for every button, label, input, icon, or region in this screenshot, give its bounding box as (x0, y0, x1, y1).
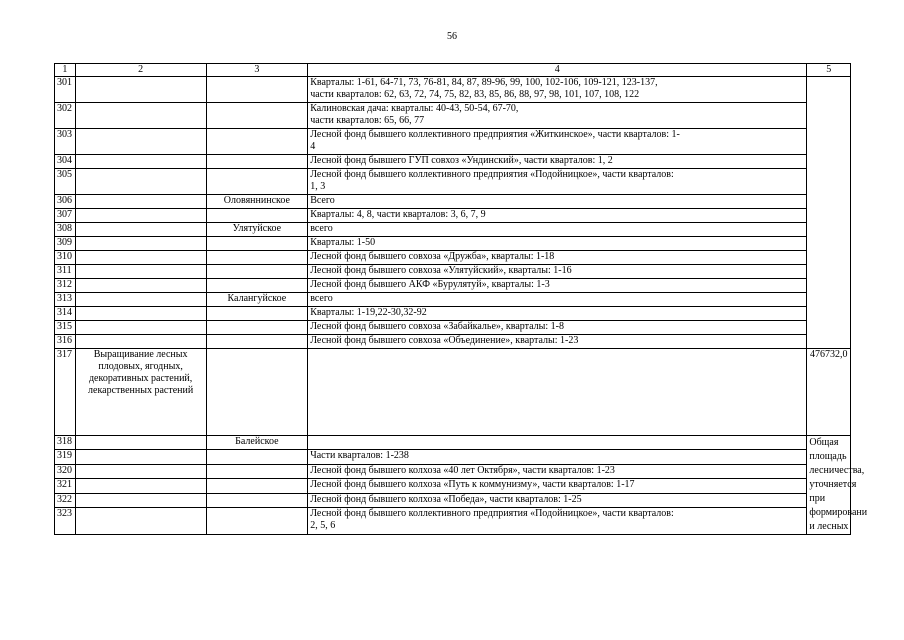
row-number: 316 (55, 335, 76, 349)
area-value: 476732,0 (807, 349, 851, 436)
forestry-unit-cell (206, 251, 308, 265)
header-cell: 5 (807, 64, 851, 77)
header-cell: 2 (75, 64, 206, 77)
row-number: 306 (55, 195, 76, 209)
description-line: Лесной фонд бывшего коллективного предприятия «Подойницкое», части кварталов: (310, 508, 674, 520)
table-row (55, 237, 851, 251)
quarters-description-cell (308, 464, 807, 478)
purpose-cell (75, 279, 206, 293)
row-number: 303 (55, 129, 76, 155)
table-row (55, 279, 851, 293)
header-cell: 3 (206, 64, 308, 77)
purpose-cell (75, 493, 206, 507)
purpose-cell (75, 479, 206, 493)
quarters-description-cell (308, 155, 807, 169)
purpose-cell (75, 129, 206, 155)
table-row (55, 77, 851, 103)
description-line: Кварталы: 1-50 (310, 237, 376, 248)
description-line: 1, 3 (310, 181, 326, 192)
row-number: 302 (55, 103, 76, 129)
purpose-cell (75, 155, 206, 169)
description-line: Всего (310, 195, 335, 206)
forestry-unit-cell (206, 508, 308, 535)
forestry-unit-cell: Балейское (206, 436, 308, 450)
forestry-unit-cell (206, 450, 308, 464)
description-line: Лесной фонд бывшего совхоза «Забайкалье», кварталы: 1-8 (310, 321, 564, 332)
description-line: части кварталов: 62, 63, 72, 74, 75, 82, 83, 85, 86, 88, 97, 98, 101, 107, 108, 122 (310, 89, 640, 100)
table-row (55, 293, 851, 307)
purpose-cell (75, 335, 206, 349)
purpose-cell (75, 251, 206, 265)
quarters-description-cell (308, 436, 807, 450)
table-row (55, 349, 851, 436)
forest-table (54, 63, 868, 535)
row-number: 312 (55, 279, 76, 293)
purpose-cell (75, 321, 206, 335)
description-line: Кварталы: 1-61, 64-71, 73, 76-81, 84, 87, 89-96, 99, 100, 102-106, 109-121, 123-137, (310, 77, 658, 88)
area-note-line: уточняется (809, 479, 857, 490)
quarters-description-cell (308, 293, 807, 307)
table-row (55, 479, 851, 493)
purpose-cell (75, 508, 206, 535)
quarters-description-cell (308, 321, 807, 335)
quarters-description-cell (308, 279, 807, 293)
description-line: Кварталы: 4, 8, части кварталов: 3, 6, 7, 9 (310, 209, 486, 220)
quarters-description-cell (308, 103, 807, 129)
table-row (55, 265, 851, 279)
purpose-cell (75, 209, 206, 223)
description-line: части кварталов: 65, 66, 77 (310, 115, 425, 126)
table-row (55, 209, 851, 223)
forestry-unit-cell (206, 335, 308, 349)
quarters-description-cell (308, 169, 807, 195)
row-number: 304 (55, 155, 76, 169)
row-number: 305 (55, 169, 76, 195)
forestry-unit-cell (206, 237, 308, 251)
row-number: 319 (55, 450, 76, 464)
row-number: 322 (55, 493, 76, 507)
forestry-unit-cell (206, 169, 308, 195)
description-line: Лесной фонд бывшего коллективного предприятия «Житкинское», части кварталов: 1- (310, 129, 680, 140)
forestry-unit-cell: Оловяннинское (206, 195, 308, 209)
row-number: 317 (55, 349, 76, 436)
row-number: 311 (55, 265, 76, 279)
area-note-line: Общая (809, 437, 839, 448)
forestry-unit-cell (206, 129, 308, 155)
table-row (55, 508, 851, 535)
forestry-unit-cell (206, 349, 308, 436)
forestry-unit-cell (206, 155, 308, 169)
forestry-unit-cell (206, 77, 308, 103)
purpose-cell (75, 293, 206, 307)
quarters-description-cell (308, 493, 807, 507)
description-line: всего (310, 223, 333, 234)
quarters-description-cell (308, 450, 807, 464)
purpose-cell: Выращивание лесных плодовых, ягодных, декоративных растений, лекарственных растений (75, 349, 206, 436)
area-cell-empty (807, 77, 851, 349)
row-number: 314 (55, 307, 76, 321)
purpose-cell (75, 77, 206, 103)
row-number: 309 (55, 237, 76, 251)
purpose-cell (75, 237, 206, 251)
table-row (55, 464, 851, 478)
area-note-line: при (809, 493, 826, 504)
table-row (55, 450, 851, 464)
row-number: 323 (55, 508, 76, 535)
forestry-unit-cell (206, 209, 308, 223)
table-row (55, 195, 851, 209)
description-line: 2, 5, 6 (310, 520, 336, 532)
description-line: Лесной фонд бывшего совхоза «Объединение», кварталы: 1-23 (310, 335, 579, 346)
quarters-description-cell (308, 77, 807, 103)
quarters-description-cell (308, 335, 807, 349)
row-number: 318 (55, 436, 76, 450)
quarters-description-cell (308, 307, 807, 321)
description-line: Лесной фонд бывшего колхоза «Победа», части кварталов: 1-25 (310, 493, 582, 505)
table-row (55, 103, 851, 129)
table-row (55, 129, 851, 155)
purpose-cell (75, 307, 206, 321)
row-number: 307 (55, 209, 76, 223)
table-row (55, 169, 851, 195)
row-number: 313 (55, 293, 76, 307)
forestry-unit-cell (206, 265, 308, 279)
forestry-unit-cell (206, 103, 308, 129)
purpose-cell (75, 265, 206, 279)
description-line: 4 (310, 141, 316, 152)
area-note-line: лесничества, (809, 465, 865, 476)
quarters-description-cell (308, 479, 807, 493)
purpose-cell (75, 223, 206, 237)
description-line: Лесной фонд бывшего коллективного предприятия «Подойницкое», части кварталов: (310, 169, 674, 180)
table-row (55, 335, 851, 349)
quarters-description-cell (308, 209, 807, 223)
quarters-description-cell (308, 195, 807, 209)
forestry-unit-cell (206, 464, 308, 478)
row-number: 315 (55, 321, 76, 335)
area-note (807, 436, 868, 535)
row-number: 321 (55, 479, 76, 493)
area-note-line: площадь (809, 451, 847, 462)
description-line: Лесной фонд бывшего ГУП совхоз «Ундинский», части кварталов: 1, 2 (310, 155, 613, 166)
header-cell: 4 (308, 64, 807, 77)
row-number: 320 (55, 464, 76, 478)
purpose-cell (75, 169, 206, 195)
quarters-description-cell (308, 349, 807, 436)
page-number: 56 (447, 31, 457, 42)
table-row (55, 436, 851, 450)
row-number: 308 (55, 223, 76, 237)
description-line: Лесной фонд бывшего колхоза «Путь к коммунизму», части кварталов: 1-17 (310, 479, 635, 491)
row-number: 310 (55, 251, 76, 265)
table-row (55, 223, 851, 237)
table-row (55, 321, 851, 335)
table-row (55, 251, 851, 265)
description-line: Части кварталов: 1-238 (310, 450, 409, 462)
purpose-cell (75, 436, 206, 450)
purpose-cell (75, 103, 206, 129)
table-row (55, 493, 851, 507)
forestry-unit-cell (206, 307, 308, 321)
quarters-description-cell (308, 251, 807, 265)
quarters-description-cell (308, 237, 807, 251)
description-line: Лесной фонд бывшего АКФ «Бурулятуй», кварталы: 1-3 (310, 279, 550, 290)
quarters-description-cell (308, 508, 807, 535)
description-line: Кварталы: 1-19,22-30,32-92 (310, 307, 427, 318)
forestry-unit-cell: Калангуйское (206, 293, 308, 307)
table-row (55, 307, 851, 321)
area-note-line: и лесных (809, 521, 849, 532)
table-row (55, 155, 851, 169)
purpose-cell (75, 195, 206, 209)
purpose-cell (75, 464, 206, 478)
forestry-unit-cell: Улятуйское (206, 223, 308, 237)
forestry-unit-cell (206, 479, 308, 493)
description-line: Калиновская дача: кварталы: 40-43, 50-54, 67-70, (310, 103, 519, 114)
quarters-description-cell (308, 265, 807, 279)
description-line: Лесной фонд бывшего колхоза «40 лет Октября», части кварталов: 1-23 (310, 464, 615, 476)
forestry-unit-cell (206, 279, 308, 293)
quarters-description-cell (308, 223, 807, 237)
description-line: Лесной фонд бывшего совхоза «Дружба», кварталы: 1-18 (310, 251, 555, 262)
purpose-cell (75, 450, 206, 464)
description-line: Лесной фонд бывшего совхоза «Улятуйский», кварталы: 1-16 (310, 265, 572, 276)
forestry-unit-cell (206, 321, 308, 335)
quarters-description-cell (308, 129, 807, 155)
area-note-line: формировани (809, 507, 868, 518)
description-line: всего (310, 293, 333, 304)
header-cell: 1 (55, 64, 76, 77)
forestry-unit-cell (206, 493, 308, 507)
row-number: 301 (55, 77, 76, 103)
header-row (55, 64, 851, 77)
